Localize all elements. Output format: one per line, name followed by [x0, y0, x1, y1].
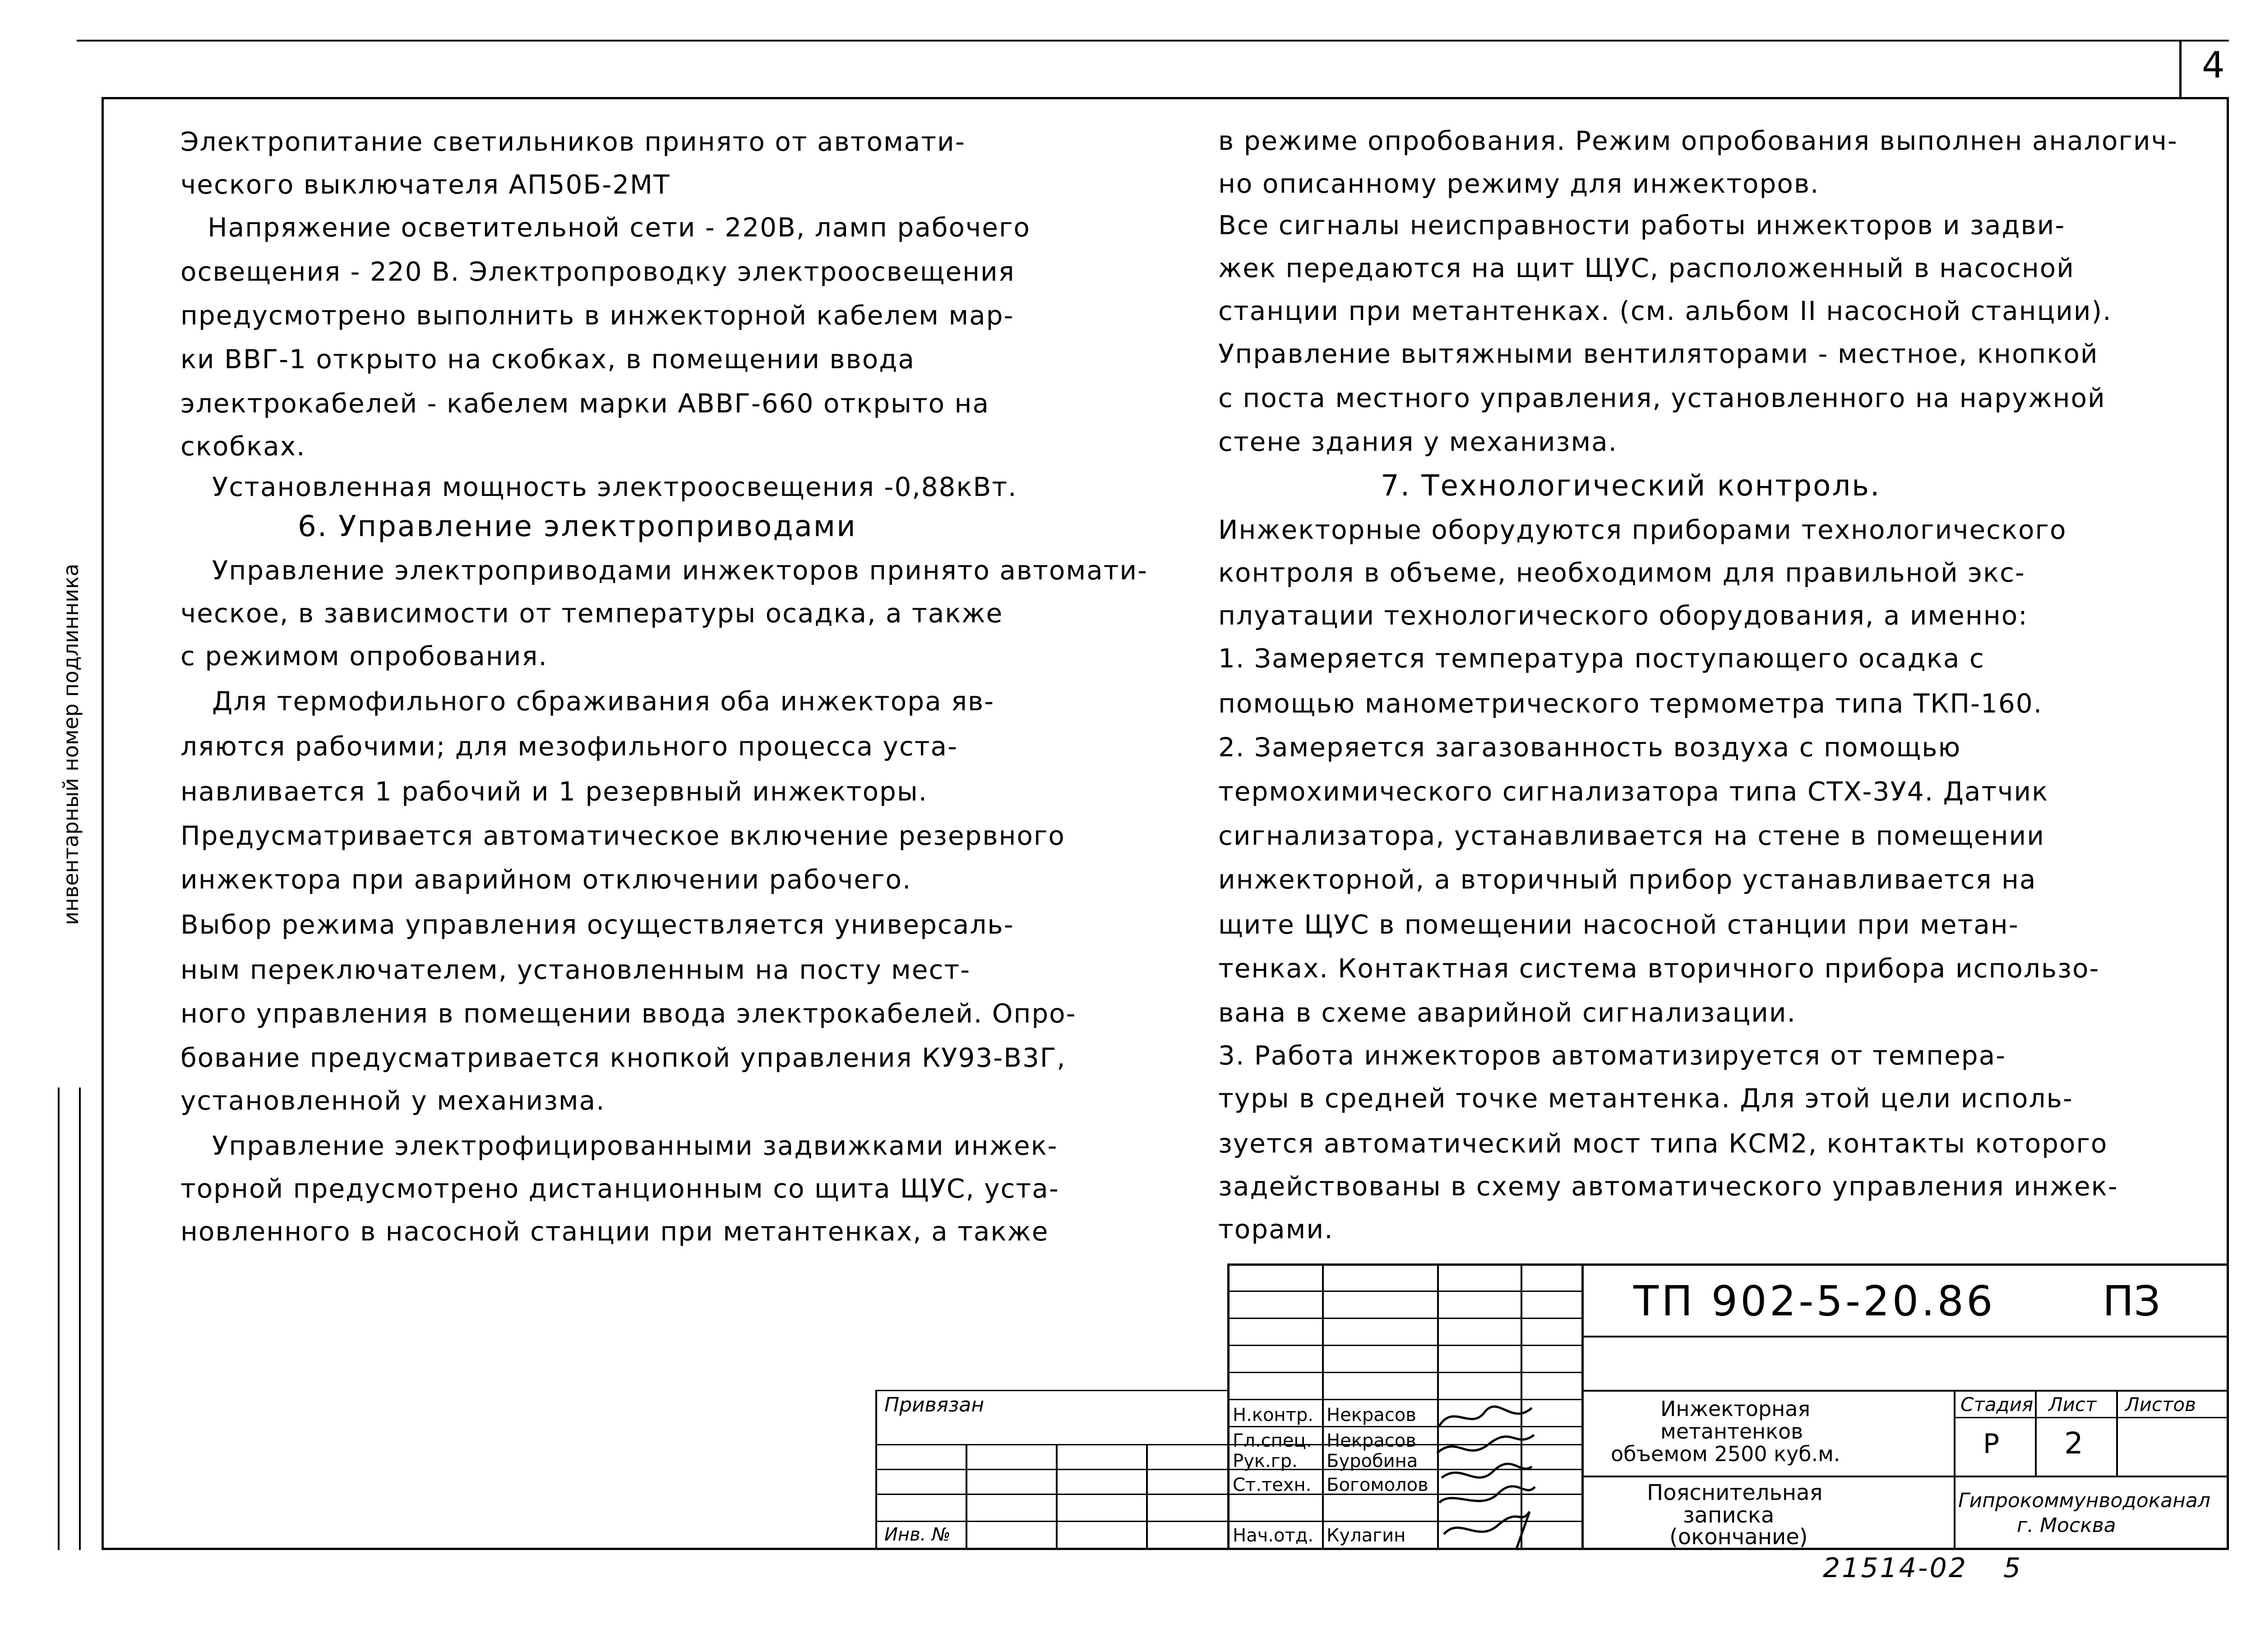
- grid-row: [875, 1390, 1227, 1391]
- right-line-9: Инжекторные оборудуются приборами технологического: [1218, 514, 2067, 545]
- left-line-11: ческое, в зависимости от температуры осадка, а также: [180, 598, 1003, 629]
- left-line-13: Для термофильного сбраживания оба инжектора яв-: [212, 686, 995, 717]
- right-col: [2035, 1390, 2037, 1476]
- stamp-top: [1227, 1263, 2229, 1266]
- left-line-18: Выбор режима управления осуществляется универсаль-: [180, 909, 1014, 940]
- left-line-7: скобках.: [180, 431, 306, 462]
- grid-row: [1227, 1372, 1584, 1373]
- right-line-20: вана в схеме аварийной сигнализации.: [1218, 997, 1796, 1028]
- section-6-heading: 6. Управление электроприводами: [298, 510, 857, 543]
- left-line-21: бование предусматривается кнопкой управления КУ93-В3Г,: [180, 1042, 1066, 1073]
- title-line-1: метантенков: [1660, 1419, 1803, 1444]
- grid-col: [1146, 1444, 1148, 1550]
- right-line-22: туры в средней точке метантенка. Для этой цели исполь-: [1218, 1083, 2073, 1114]
- side-inventory-text: инвентарный номер подлинника: [59, 564, 83, 925]
- org-line-1: г. Москва: [2017, 1514, 2116, 1537]
- left-line-0: Электропитание светильников принято от автомати-: [180, 126, 966, 157]
- privyazan-label: Привязан: [884, 1393, 985, 1416]
- left-line-24: торной предусмотрено дистанционным со щита ЩУС, уста-: [180, 1173, 1059, 1204]
- subtitle-line-2: (окончание): [1669, 1524, 1808, 1550]
- right-line-5: Управление вытяжными вентиляторами - местное, кнопкой: [1218, 338, 2099, 369]
- frame-top: [102, 97, 2229, 99]
- right-line-11: плуатации технологического оборудования, а именно:: [1218, 600, 2028, 631]
- name-0: Некрасов: [1327, 1405, 1416, 1425]
- right-line-4: станции при метантенках. (см. альбом II насосной станции).: [1218, 296, 2112, 326]
- left-line-3: освещения - 220 В. Электропроводку электроосвещения: [180, 256, 1015, 287]
- frame-right: [2227, 97, 2229, 1550]
- left-line-22: установленной у механизма.: [180, 1085, 606, 1116]
- name-4: Кулагин: [1327, 1525, 1406, 1546]
- signatures: [1435, 1399, 1539, 1552]
- right-line-7: стене здания у механизма.: [1218, 426, 1618, 457]
- right-row: [1581, 1336, 2229, 1337]
- right-line-10: контроля в объеме, необходимом для правильной экс-: [1218, 557, 2025, 588]
- right-line-13: помощью манометрического термометра типа ТКП-160.: [1218, 688, 2043, 719]
- left-line-25: новленного в насосной станции при метантенках, а также: [180, 1216, 1049, 1247]
- frame-left: [102, 97, 104, 1550]
- left-line-2: Напряжение осветительной сети - 220В, ламп рабочего: [208, 212, 1031, 243]
- right-line-14: 2. Замеряется загазованность воздуха с помощью: [1218, 732, 1961, 763]
- stamp-left: [1227, 1263, 1230, 1550]
- right-col: [1954, 1390, 1956, 1476]
- left-line-14: ляются рабочими; для мезофильного процесса уста-: [180, 731, 958, 762]
- footer-page: 5: [2003, 1552, 2021, 1584]
- left-line-6: электрокабелей - кабелем марки АВВГ-660 открыто на: [180, 388, 990, 419]
- role-4: Нач.отд.: [1233, 1525, 1314, 1546]
- left-line-23: Управление электрофицированными задвижками инжек-: [212, 1130, 1058, 1161]
- right-line-2: Все сигналы неисправности работы инжекторов и задви-: [1218, 210, 2066, 241]
- title-line-0: Инжекторная: [1660, 1397, 1811, 1421]
- right-row: [1581, 1390, 2229, 1392]
- left-line-15: навливается 1 рабочий и 1 резервный инжекторы.: [180, 776, 928, 807]
- grid-row: [1227, 1318, 1584, 1319]
- right-col: [1954, 1476, 1956, 1550]
- list-value: 2: [2064, 1426, 2083, 1461]
- left-line-17: инжектора при аварийном отключении рабочего.: [180, 864, 912, 895]
- right-line-19: тенках. Контактная система вторичного прибора использо-: [1218, 953, 2100, 984]
- grid-col: [875, 1390, 877, 1550]
- margin-strip-line: [58, 1087, 60, 1550]
- left-line-8: Установленная мощность электроосвещения -0,88кВт.: [212, 472, 1017, 502]
- right-line-1: но описанному режиму для инжекторов.: [1218, 168, 1820, 199]
- page-number-box-left: [2179, 40, 2182, 98]
- list-label: Лист: [2048, 1393, 2097, 1416]
- name-1: Некрасов: [1327, 1430, 1416, 1451]
- document-code: ТП 902-5-20.86: [1633, 1277, 1996, 1325]
- title-line-2: объемом 2500 куб.м.: [1611, 1442, 1840, 1466]
- right-line-12: 1. Замеряется температура поступающего осадка с: [1218, 643, 1985, 674]
- name-2: Буробина: [1327, 1451, 1418, 1472]
- page-number: 4: [2202, 44, 2225, 86]
- right-col: [2116, 1390, 2118, 1476]
- footer-code: 21514-02: [1823, 1552, 1968, 1584]
- left-line-12: с режимом опробования.: [180, 641, 548, 671]
- role-3: Ст.техн.: [1233, 1475, 1312, 1495]
- stadia-label: Стадия: [1960, 1393, 2034, 1416]
- right-line-24: задействованы в схему автоматического управления инжек-: [1218, 1171, 2118, 1202]
- right-row: [1954, 1417, 2229, 1418]
- right-line-6: с поста местного управления, установленного на наружной: [1218, 383, 2106, 413]
- right-line-16: сигнализатора, устанавливается на стене в помещении: [1218, 820, 2045, 851]
- left-line-4: предусмотрено выполнить в инжекторной кабелем мар-: [180, 300, 1014, 331]
- name-3: Богомолов: [1327, 1475, 1428, 1495]
- right-line-25: торами.: [1218, 1214, 1334, 1245]
- role-2: Рук.гр.: [1233, 1451, 1298, 1472]
- section-7-heading: 7. Технологический контроль.: [1381, 469, 1881, 503]
- right-line-0: в режиме опробования. Режим опробования выполнен аналогич-: [1218, 125, 2178, 156]
- right-row: [1581, 1476, 2229, 1477]
- right-line-3: жек передаются на щит ЩУС, расположенный в насосной: [1218, 253, 2075, 283]
- left-line-20: ного управления в помещении ввода электрокабелей. Опро-: [180, 998, 1077, 1029]
- stadia-value: Р: [1983, 1428, 2000, 1460]
- right-line-21: 3. Работа инжекторов автоматизируется от темпера-: [1218, 1040, 2006, 1071]
- grid-col: [1322, 1263, 1324, 1550]
- left-line-10: Управление электроприводами инжекторов принято автомати-: [212, 555, 1148, 586]
- left-line-5: ки ВВГ-1 открыто на скобках, в помещении ввода: [180, 344, 915, 375]
- listov-label: Листов: [2125, 1393, 2196, 1416]
- subtitle-line-1: записка: [1683, 1503, 1775, 1528]
- role-0: Н.контр.: [1233, 1405, 1313, 1425]
- right-line-18: щите ЩУС в помещении насосной станции при метан-: [1218, 909, 2019, 940]
- right-line-15: термохимического сигнализатора типа СТХ-3У4. Датчик: [1218, 776, 2049, 807]
- org-line-0: Гипрокоммунводоканал: [1958, 1489, 2211, 1512]
- right-line-23: зуется автоматический мост типа КСМ2, контакты которого: [1218, 1128, 2108, 1159]
- grid-row: [1227, 1291, 1584, 1292]
- document-type: ПЗ: [2103, 1277, 2161, 1325]
- left-line-16: Предусматривается автоматическое включение резервного: [180, 820, 1065, 851]
- right-line-17: инжекторной, а вторичный прибор устанавливается на: [1218, 864, 2037, 895]
- grid-col: [966, 1444, 967, 1550]
- inv-no-label: Инв. №: [884, 1524, 951, 1545]
- left-line-1: ческого выключателя АП50Б-2МТ: [180, 169, 670, 200]
- grid-row: [1227, 1345, 1584, 1346]
- margin-strip-line-2: [79, 1087, 81, 1550]
- grid-col: [1056, 1444, 1058, 1550]
- grid-col: [1581, 1263, 1584, 1550]
- subtitle-line-0: Пояснительная: [1647, 1480, 1823, 1505]
- left-line-19: ным переключателем, установленным на посту мест-: [180, 954, 971, 985]
- frame-bottom: [102, 1548, 2229, 1550]
- role-1: Гл.спец.: [1233, 1430, 1312, 1451]
- top-rule: [77, 40, 2229, 42]
